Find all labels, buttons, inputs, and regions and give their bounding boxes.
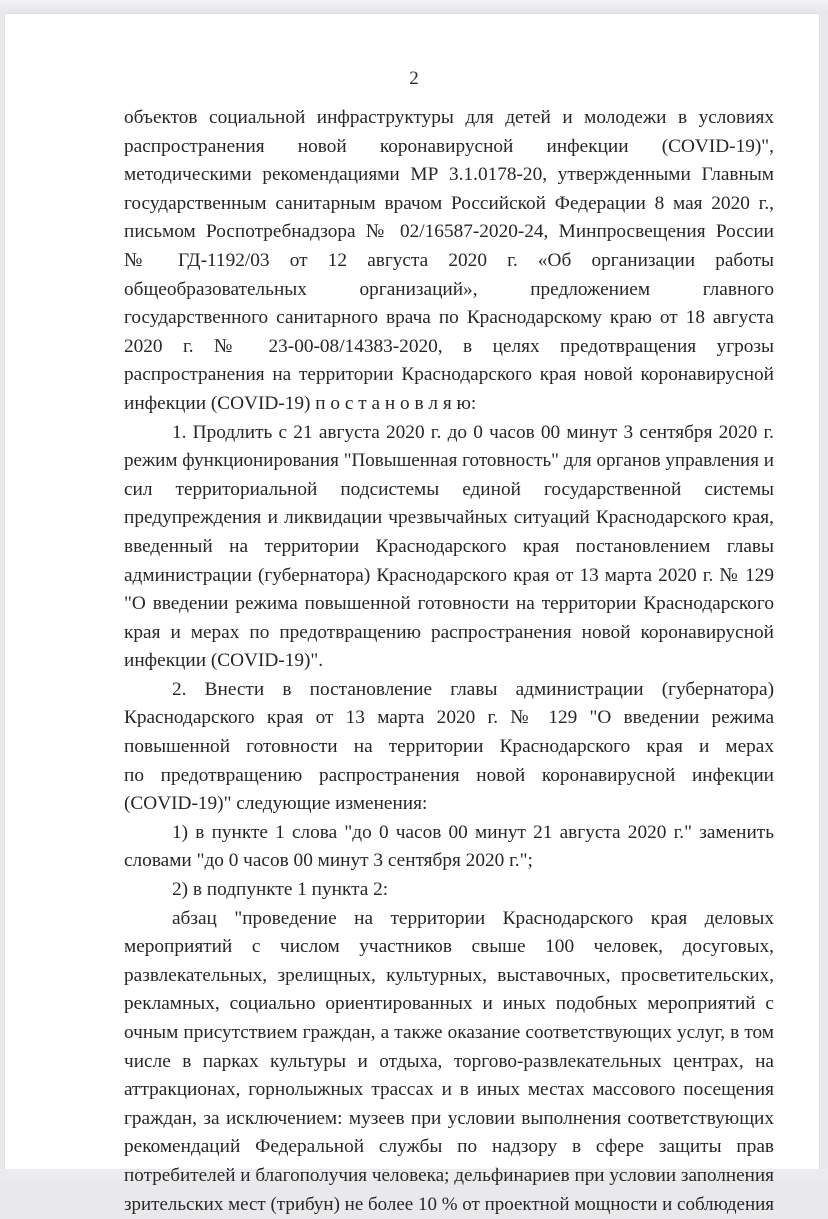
text-line: предупреждения и ликвидации чрезвычайных ситуаций Краснодарского края, <box>124 507 774 529</box>
text-line: по предотвращению распространения новой коронавирусной инфекции <box>124 764 774 786</box>
viewer-top-bar <box>0 0 828 14</box>
text-line: инфекции (COVID-19)". <box>124 650 324 672</box>
document-body <box>124 104 774 1219</box>
text-line: словами "до 0 часов 00 минут 3 сентября 2020 г."; <box>124 850 533 872</box>
text-line: граждан, за исключением: музеев при условии выполнения соответствующих <box>124 1107 774 1129</box>
text-line: государственным санитарным врачом Российской Федерации 8 мая 2020 г., <box>124 192 774 214</box>
text-line: рекомендаций Федеральной службы по надзору в сфере защиты прав <box>124 1136 774 1158</box>
text-line: зрительских мест (трибун) не более 10 % от проектной мощности и соблюдения <box>124 1193 775 1215</box>
text-line: инфекции (COVID-19) п о с т а н о в л я ю: <box>124 392 477 414</box>
text-line: мероприятий с числом участников свыше 100 человек, досуговых, <box>124 936 774 958</box>
text-line: 2) в подпункте 1 пункта 2: <box>172 879 389 901</box>
text-line: режим функционирования "Повышенная готовность" для органов управления и <box>124 450 774 472</box>
text-line: потребителей и благополучия человека; дельфинариев при условии заполнения <box>124 1164 775 1186</box>
text-line: 2020 г. № 23-00-08/14383-2020, в целях предотвращения угрозы <box>124 335 774 357</box>
text-line: № ГД-1192/03 от 12 августа 2020 г. «Об организации работы <box>124 249 774 271</box>
text-line: рекламных, социально ориентированных и иных подобных мероприятий с <box>124 993 774 1015</box>
text-line: (COVID-19)" следующие изменения: <box>124 793 428 815</box>
text-line: аттракционах, горнолыжных трассах и в иных местах массового посещения <box>124 1079 774 1101</box>
text-line: края и мерах по предотвращению распространения новой коронавирусной <box>124 621 774 643</box>
text-line: Краснодарского края от 13 марта 2020 г. № 129 "О введении режима <box>124 707 774 729</box>
text-line: объектов социальной инфраструктуры для детей и молодежи в условиях <box>124 107 774 128</box>
text-line: 2. Внести в постановление главы администрации (губернатора) <box>172 678 774 700</box>
text-line: очным присутствием граждан, а также оказание соответствующих услуг, в том <box>124 1022 774 1043</box>
text-line: абзац "проведение на территории Краснодарского края деловых <box>172 907 774 929</box>
text-line: 1) в пункте 1 слова "до 0 часов 00 минут 21 августа 2020 г." заменить <box>172 821 774 843</box>
text-line: общеобразовательных организаций», предложением главного <box>124 278 774 300</box>
text-line: числе в парках культуры и отдыха, торгово-развлекательных центрах, на <box>124 1050 774 1072</box>
text-line: распространения новой коронавирусной инфекции (COVID-19)", <box>124 135 774 157</box>
text-line: введенный на территории Краснодарского края постановлением главы <box>124 535 774 557</box>
text-line: письмом Роспотребнадзора № 02/16587-2020-24, Минпросвещения России <box>124 221 774 243</box>
text-line: 1. Продлить с 21 августа 2020 г. до 0 часов 00 минут 3 сентября 2020 г. <box>172 421 774 443</box>
text-line: государственного санитарного врача по Краснодарскому краю от 18 августа <box>124 307 774 329</box>
text-line: повышенной готовности на территории Краснодарского края и мерах <box>124 736 774 758</box>
page-number: 2 <box>409 68 419 89</box>
text-line: "О введении режима повышенной готовности на территории Краснодарского <box>124 593 774 615</box>
text-line: методическими рекомендациями МР 3.1.0178-20, утвержденными Главным <box>124 164 774 186</box>
text-line: развлекательных, зрелищных, культурных, выставочных, просветительских, <box>124 964 774 986</box>
text-line: администрации (губернатора) Краснодарского края от 13 марта 2020 г. № 129 <box>124 564 774 586</box>
text-line: распространения на территории Краснодарского края новой коронавирусной <box>124 364 774 386</box>
text-line: сил территориальной подсистемы единой государственной системы <box>124 478 774 500</box>
